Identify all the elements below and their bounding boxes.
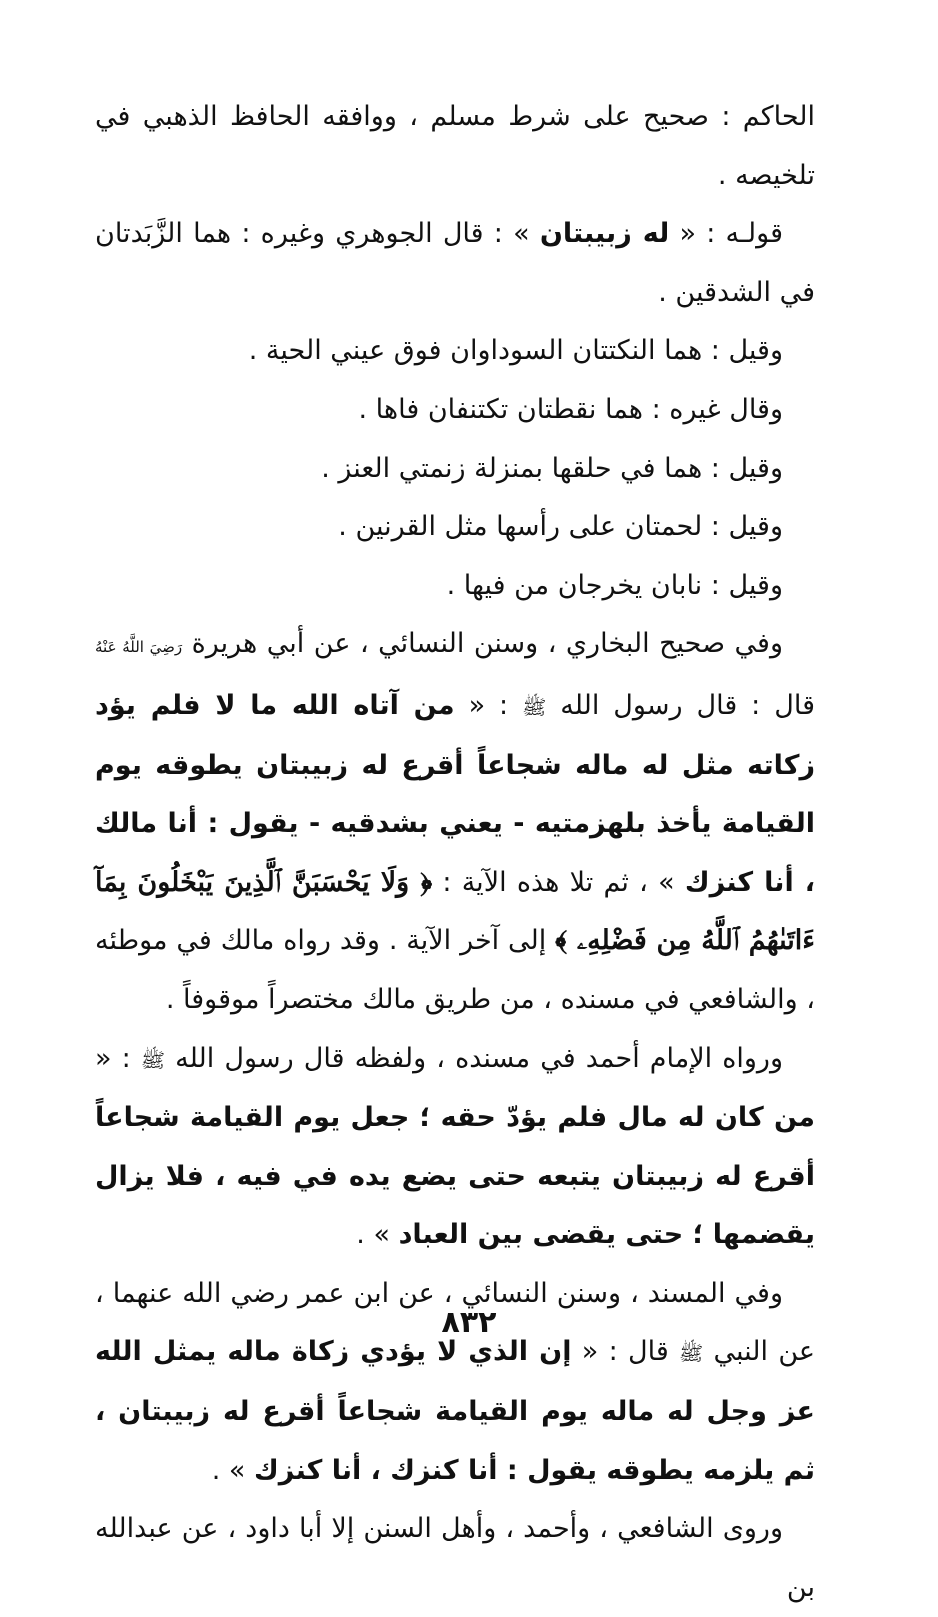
text-span: قال : قال رسول الله: [546, 689, 815, 721]
text-span: » .: [211, 1454, 255, 1486]
salawat-glyph: ﷺ: [522, 694, 547, 719]
hadith-text: إن الذي لا يؤدي زكاة ماله يمثل الله عز وجل له ماله يوم القيامة شجاعاً أقرع له زبيبتان ، ثم يلزمه يطوقه يقول : أنا كنزك ، أنا كنزك: [95, 1336, 815, 1486]
paragraph-qawluhu: [95, 205, 815, 322]
paragraph-hakim: [95, 88, 815, 205]
text-line: الحاكم : صحيح على شرط مسلم ، ووافقه الحافظ الذهبي في تلخيصه .: [95, 101, 815, 191]
text-line: وقيل : نابان يخرجان من فيها .: [446, 569, 783, 601]
quoted-phrase: له زبيبتان: [539, 218, 670, 250]
text-span: ورواه الإمام أحمد في مسنده ، ولفظه قال رسول الله: [165, 1042, 783, 1074]
main-text: [95, 88, 815, 1617]
paragraph-bukhari: [95, 615, 815, 1029]
paragraph-qila-1: [95, 322, 815, 381]
paragraph-musnad: [95, 1265, 815, 1500]
text-line: وقال غيره : هما نقطتان تكتنفان فاها .: [358, 393, 783, 425]
paragraph-qila-2: [95, 440, 815, 499]
honorific-glyph: رَضِيَ اللَّهُ عَنْهُ: [95, 638, 183, 657]
text-span: وفي المسند ، وسنن النسائي ، عن ابن عمر رضي الله عنهما ، عن النبي: [95, 1277, 815, 1368]
text-line: وروى الشافعي ، وأحمد ، وأهل السنن إلا أبا داود ، عن عبدالله بن: [95, 1513, 815, 1603]
quran-verse: ﴿ وَلَا يَحْسَبَنَّ ٱلَّذِينَ يَبْخَلُونَ بِمَآ ءَاتَىٰهُمُ ٱللَّهُ مِن فَضْلِهِۦ ﴾: [95, 866, 816, 957]
hadith-text: من آتاه الله ما لا فلم يؤد زكاته مثل له ماله شجاعاً أقرع له زبيبتان يطوقه يوم القيامة يأخذ بلهزمتيه - يعني بشدقيه - يقول : أنا مالك ، أنا كنزك: [95, 689, 815, 898]
salawat-glyph: ﷺ: [679, 1341, 704, 1366]
text-span: » .: [356, 1219, 399, 1251]
text-span: » ، ثم تلا هذه الآية :: [432, 866, 685, 898]
text-span: وفي صحيح البخاري ، وسنن النسائي ، عن أبي هريرة: [182, 628, 783, 660]
paragraph-qila-4: [95, 557, 815, 616]
text-span: » : قال الجوهري وغيره : هما الزَّبَدتان في الشدقين .: [95, 218, 815, 308]
text-line: وقيل : هما النكتتان السوداوان فوق عيني الحية .: [248, 335, 783, 367]
salawat-glyph: ﷺ: [140, 1047, 166, 1072]
page-number: ٨٣٢: [441, 1305, 497, 1340]
text-span: قولـه : «: [669, 218, 783, 250]
paragraph-qila-3: [95, 498, 815, 557]
text-line: وقيل : لحمتان على رأسها مثل القرنين .: [338, 511, 783, 543]
hadith-text: من كان له مال فلم يؤدّ حقه ؛ جعل يوم القيامة شجاعاً أقرع له زبيبتان يتبعه حتى يضع يده في فيه ، فلا يزال يقضمها ؛ حتى يقضى بين العباد: [95, 1102, 815, 1251]
text-span: : «: [454, 689, 523, 721]
paragraph-ahmad: [95, 1030, 815, 1265]
text-span: إلى آخر الآية . وقد رواه مالك في موطئه ، والشافعي في مسنده ، من طريق مالك مختصراً موقوفاً .: [95, 925, 815, 1015]
paragraph-shafii: [95, 1500, 815, 1617]
text-span: : «: [95, 1042, 141, 1074]
text-line: وقيل : هما في حلقها بمنزلة زنمتي العنز .: [321, 452, 783, 484]
text-span: قال : «: [571, 1336, 680, 1368]
paragraph-qala-ghayruhu: [95, 381, 815, 440]
